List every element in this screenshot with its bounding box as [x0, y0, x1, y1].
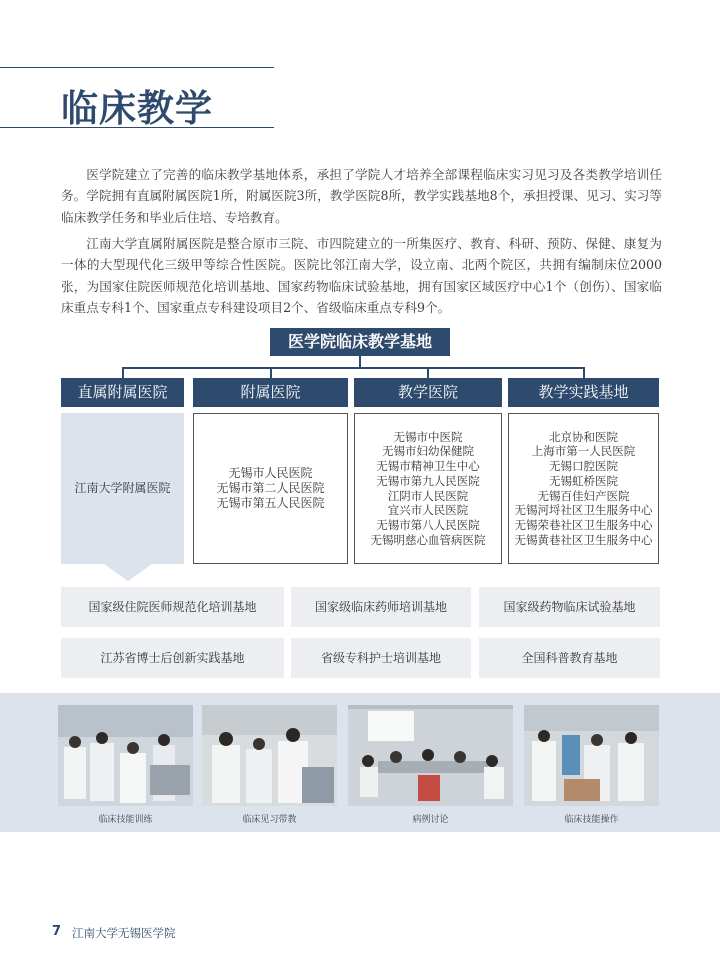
hospital-name: 无锡明慈心血管病医院	[370, 532, 486, 547]
page-number: 7	[52, 924, 62, 939]
photo-clinical-skill-operation	[524, 705, 659, 806]
category-list-practice	[508, 413, 659, 564]
base-pharmacist-training: 国家级临床药师培训基地	[291, 587, 471, 627]
hospital-name: 无锡市第九人民医院	[376, 473, 480, 488]
hospital-name: 无锡黄巷社区卫生服务中心	[514, 532, 653, 547]
down-arrow-icon	[104, 564, 152, 581]
hospital-name: 无锡市第八人民医院	[376, 517, 480, 532]
hospital-name: 无锡市第二人民医院	[216, 481, 325, 495]
hospital-name: 江南大学附属医院	[74, 481, 171, 496]
photo-caption: 临床技能训练	[98, 815, 153, 825]
header-rule-top	[0, 67, 274, 68]
hospital-name: 无锡市中医院	[393, 429, 463, 444]
category-header-direct: 直属附属医院	[61, 378, 184, 407]
hospital-name: 无锡河埒社区卫生服务中心	[514, 503, 653, 518]
hospital-name: 上海市第一人民医院	[531, 444, 636, 459]
hospital-name: 无锡虹桥医院	[549, 473, 618, 488]
intro-paragraph-2: 江南大学直属附属医院是整合原市三院、市四院建立的一所集医疗、教育、科研、预防、保健、康复为一体的大型现代化三级甲等综合性医院。医院比邻江南大学，设立南、北两个院区，共拥有编制床位2000张，为国家住院医师规范化培训基地、国家药物临床试验基地，拥有国家区域医疗中心1个（创伤）、国家临床重点专科1个、国家重点专科建设项目2个、省级临床重点专科9个。	[61, 236, 662, 315]
hospital-name: 北京协和医院	[549, 429, 618, 444]
hospital-name: 无锡荣巷社区卫生服务中心	[514, 517, 653, 532]
chart-connector-drop-1	[122, 367, 124, 378]
hospital-name: 无锡市人民医院	[228, 466, 313, 480]
photo-clinical-skills-training	[58, 705, 193, 806]
chart-title: 医学院临床教学基地	[270, 328, 450, 356]
category-header-affiliated: 附属医院	[193, 378, 348, 407]
base-science-education: 全国科普教育基地	[479, 638, 660, 678]
photo-caption: 临床技能操作	[564, 815, 619, 825]
hospital-name: 无锡市妇幼保健院	[382, 444, 474, 459]
base-nurse-training: 省级专科护士培训基地	[291, 638, 471, 678]
base-drug-trial: 国家级药物临床试验基地	[479, 587, 660, 627]
hospital-name: 无锡百佳妇产医院	[537, 488, 630, 503]
hospital-name: 江阴市人民医院	[387, 488, 469, 503]
chart-connector-drop-3	[427, 367, 429, 378]
photo-caption: 临床见习带教	[242, 815, 297, 825]
base-residency-training: 国家级住院医师规范化培训基地	[61, 587, 284, 627]
hospital-name: 无锡市精神卫生中心	[376, 459, 480, 474]
chart-connector-drop-4	[583, 367, 585, 378]
chart-connector-horizontal	[122, 367, 585, 369]
footer-publisher: 江南大学无锡医学院	[72, 926, 176, 940]
category-list-direct	[61, 413, 184, 564]
hospital-name: 无锡口腔医院	[549, 459, 618, 474]
page-title: 临床教学	[61, 87, 213, 130]
photo-case-discussion	[348, 705, 513, 806]
chart-connector-drop-2	[270, 367, 272, 378]
category-header-practice: 教学实践基地	[508, 378, 659, 407]
photo-clinical-observation	[202, 705, 337, 806]
category-header-teaching: 教学医院	[354, 378, 502, 407]
intro-paragraph-1: 医学院建立了完善的临床教学基地体系，承担了学院人才培养全部课程临床实习见习及各类教学培训任务。学院拥有直属附属医院1所，附属医院3所，教学医院8所，教学实践基地8个，承担授课、见习、实习等临床教学任务和毕业后住培、专培教育。	[61, 167, 662, 225]
hospital-name: 无锡市第五人民医院	[216, 496, 325, 510]
photo-caption: 病例讨论	[412, 815, 449, 825]
base-postdoc-innovation: 江苏省博士后创新实践基地	[61, 638, 284, 678]
hospital-name: 宜兴市人民医院	[387, 503, 469, 518]
category-list-affiliated	[193, 413, 348, 564]
category-list-teaching	[354, 413, 502, 564]
